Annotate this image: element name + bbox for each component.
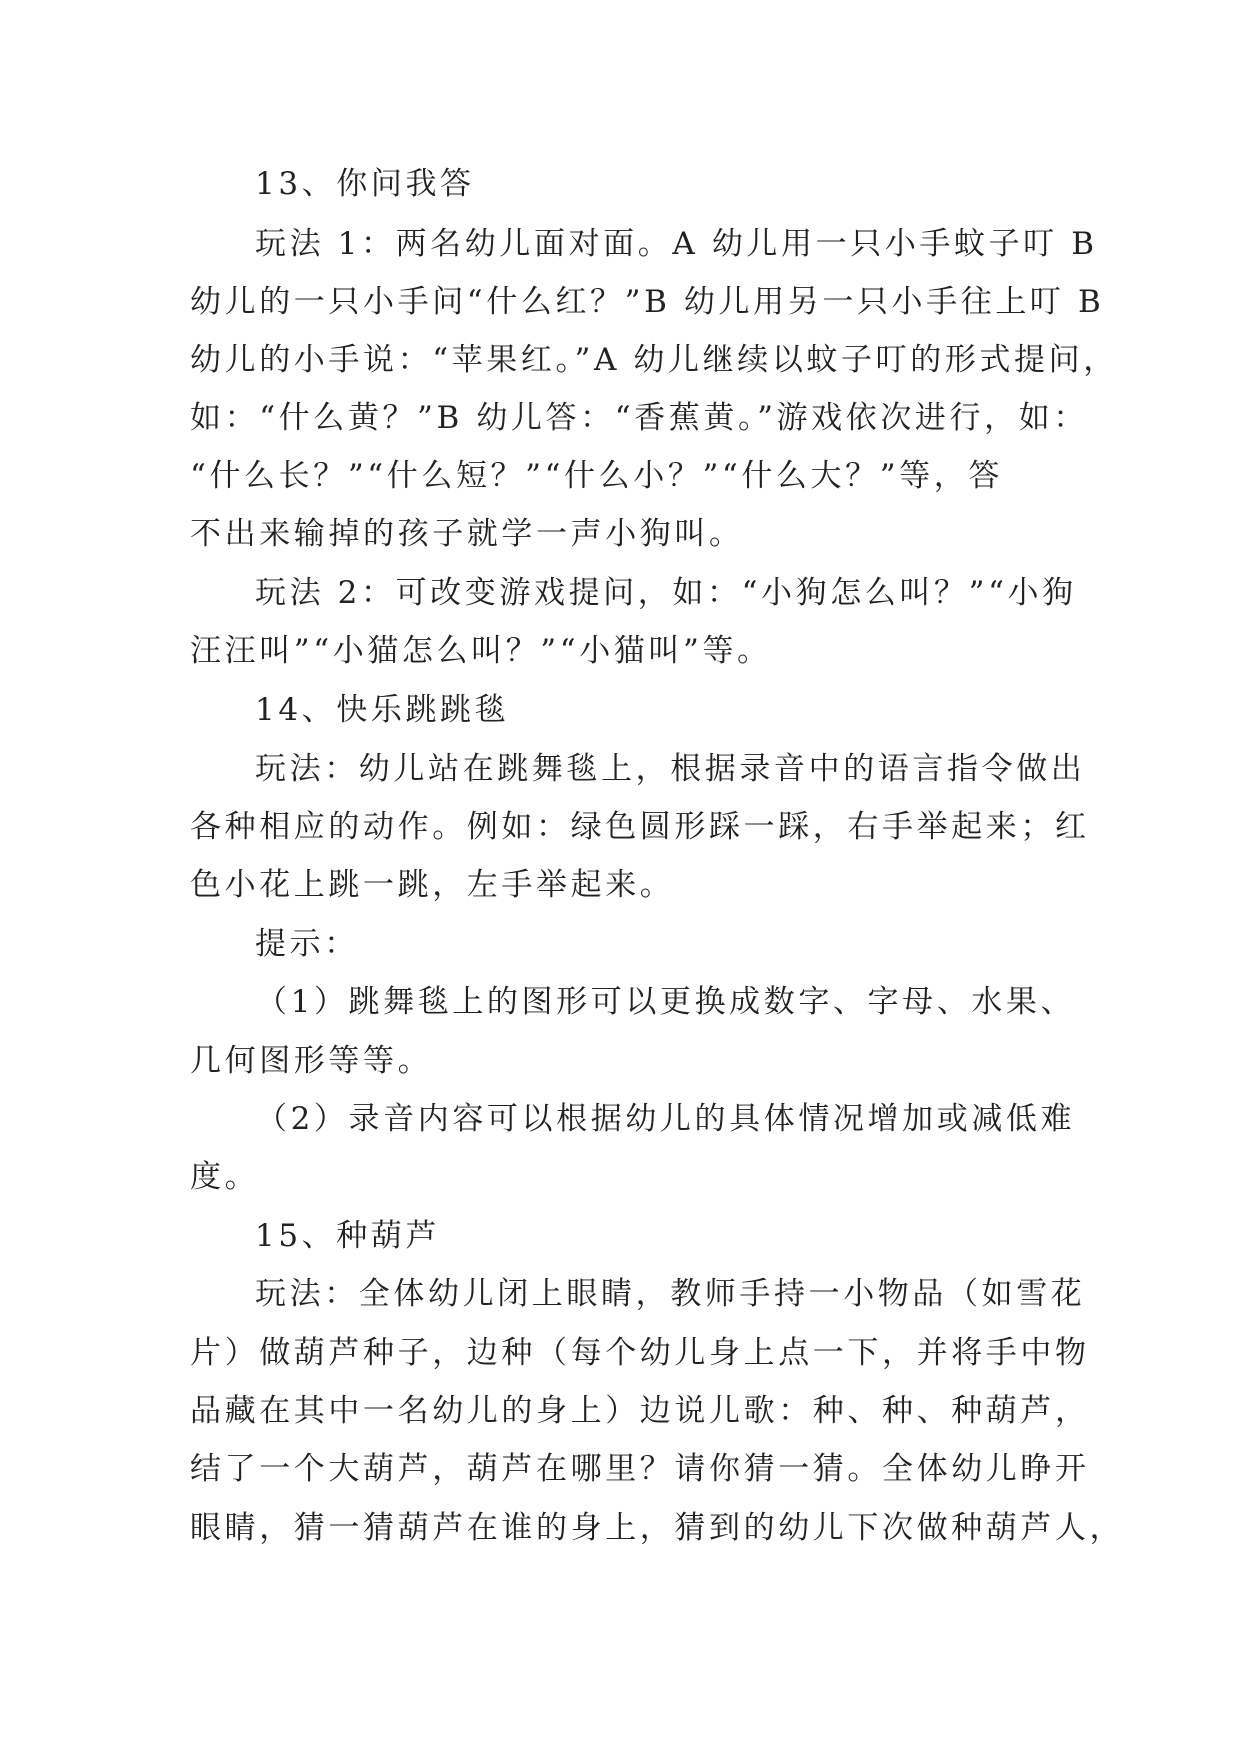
paragraph-line: 几何图形等等。 [190, 1043, 433, 1079]
paragraph-line: 度。 [190, 1159, 260, 1195]
tip-item: （1）跳舞毯上的图形可以更换成数字、字母、水果、 [256, 984, 1076, 1020]
paragraph-line: 玩法：幼儿站在跳舞毯上，根据录音中的语言指令做出 [255, 751, 1086, 787]
paragraph-line: 结了一个大葫芦，葫芦在哪里？请你猜一猜。全体幼儿睁开 [190, 1451, 1090, 1487]
paragraph-line: 玩法 1：两名幼儿面对面。A 幼儿用一只小手蚊子叮 B [255, 226, 1098, 262]
paragraph-line: “什么长？”“什么短？”“什么小？”“什么大？”等，答 [190, 458, 1003, 494]
paragraph-line: 如：“什么黄？”B 幼儿答：“香蕉黄。”游戏依次进行，如： [190, 400, 1088, 436]
paragraph-line: 汪汪叫”“小猫怎么叫？”“小猫叫”等。 [190, 633, 772, 669]
paragraph-line: 各种相应的动作。例如：绿色圆形踩一踩，右手举起来；红 [190, 809, 1090, 845]
paragraph-line: 不出来输掉的孩子就学一声小狗叫。 [190, 516, 744, 552]
paragraph-line: 幼儿的小手说：“苹果红。”A 幼儿继续以蚊子叮的形式提问， [190, 342, 1118, 378]
tips-heading: 提示： [255, 926, 359, 962]
paragraph-line: 玩法 2：可改变游戏提问，如：“小狗怎么叫？”“小狗 [255, 575, 1077, 611]
tip-item: （2）录音内容可以根据幼儿的具体情况增加或减低难 [256, 1101, 1076, 1137]
paragraph-line: 幼儿的一只小手问“什么红？”B 幼儿用另一只小手往上叮 B [190, 284, 1105, 320]
paragraph-line: 品藏在其中一名幼儿的身上）边说儿歌：种、种、种葫芦， [190, 1393, 1090, 1429]
paragraph-line: 片）做葫芦种子，边种（每个幼儿身上点一下，并将手中物 [190, 1335, 1090, 1371]
paragraph-line: 色小花上跳一跳，左手举起来。 [190, 867, 675, 903]
section-heading-13: 13、你问我答 [255, 166, 475, 202]
section-heading-14: 14、快乐跳跳毯 [255, 692, 510, 728]
paragraph-line: 眼睛，猜一猜葫芦在谁的身上，猜到的幼儿下次做种葫芦人， [190, 1510, 1125, 1546]
paragraph-line: 玩法：全体幼儿闭上眼睛，教师手持一小物品（如雪花 [255, 1276, 1086, 1312]
section-heading-15: 15、种葫芦 [255, 1218, 441, 1254]
